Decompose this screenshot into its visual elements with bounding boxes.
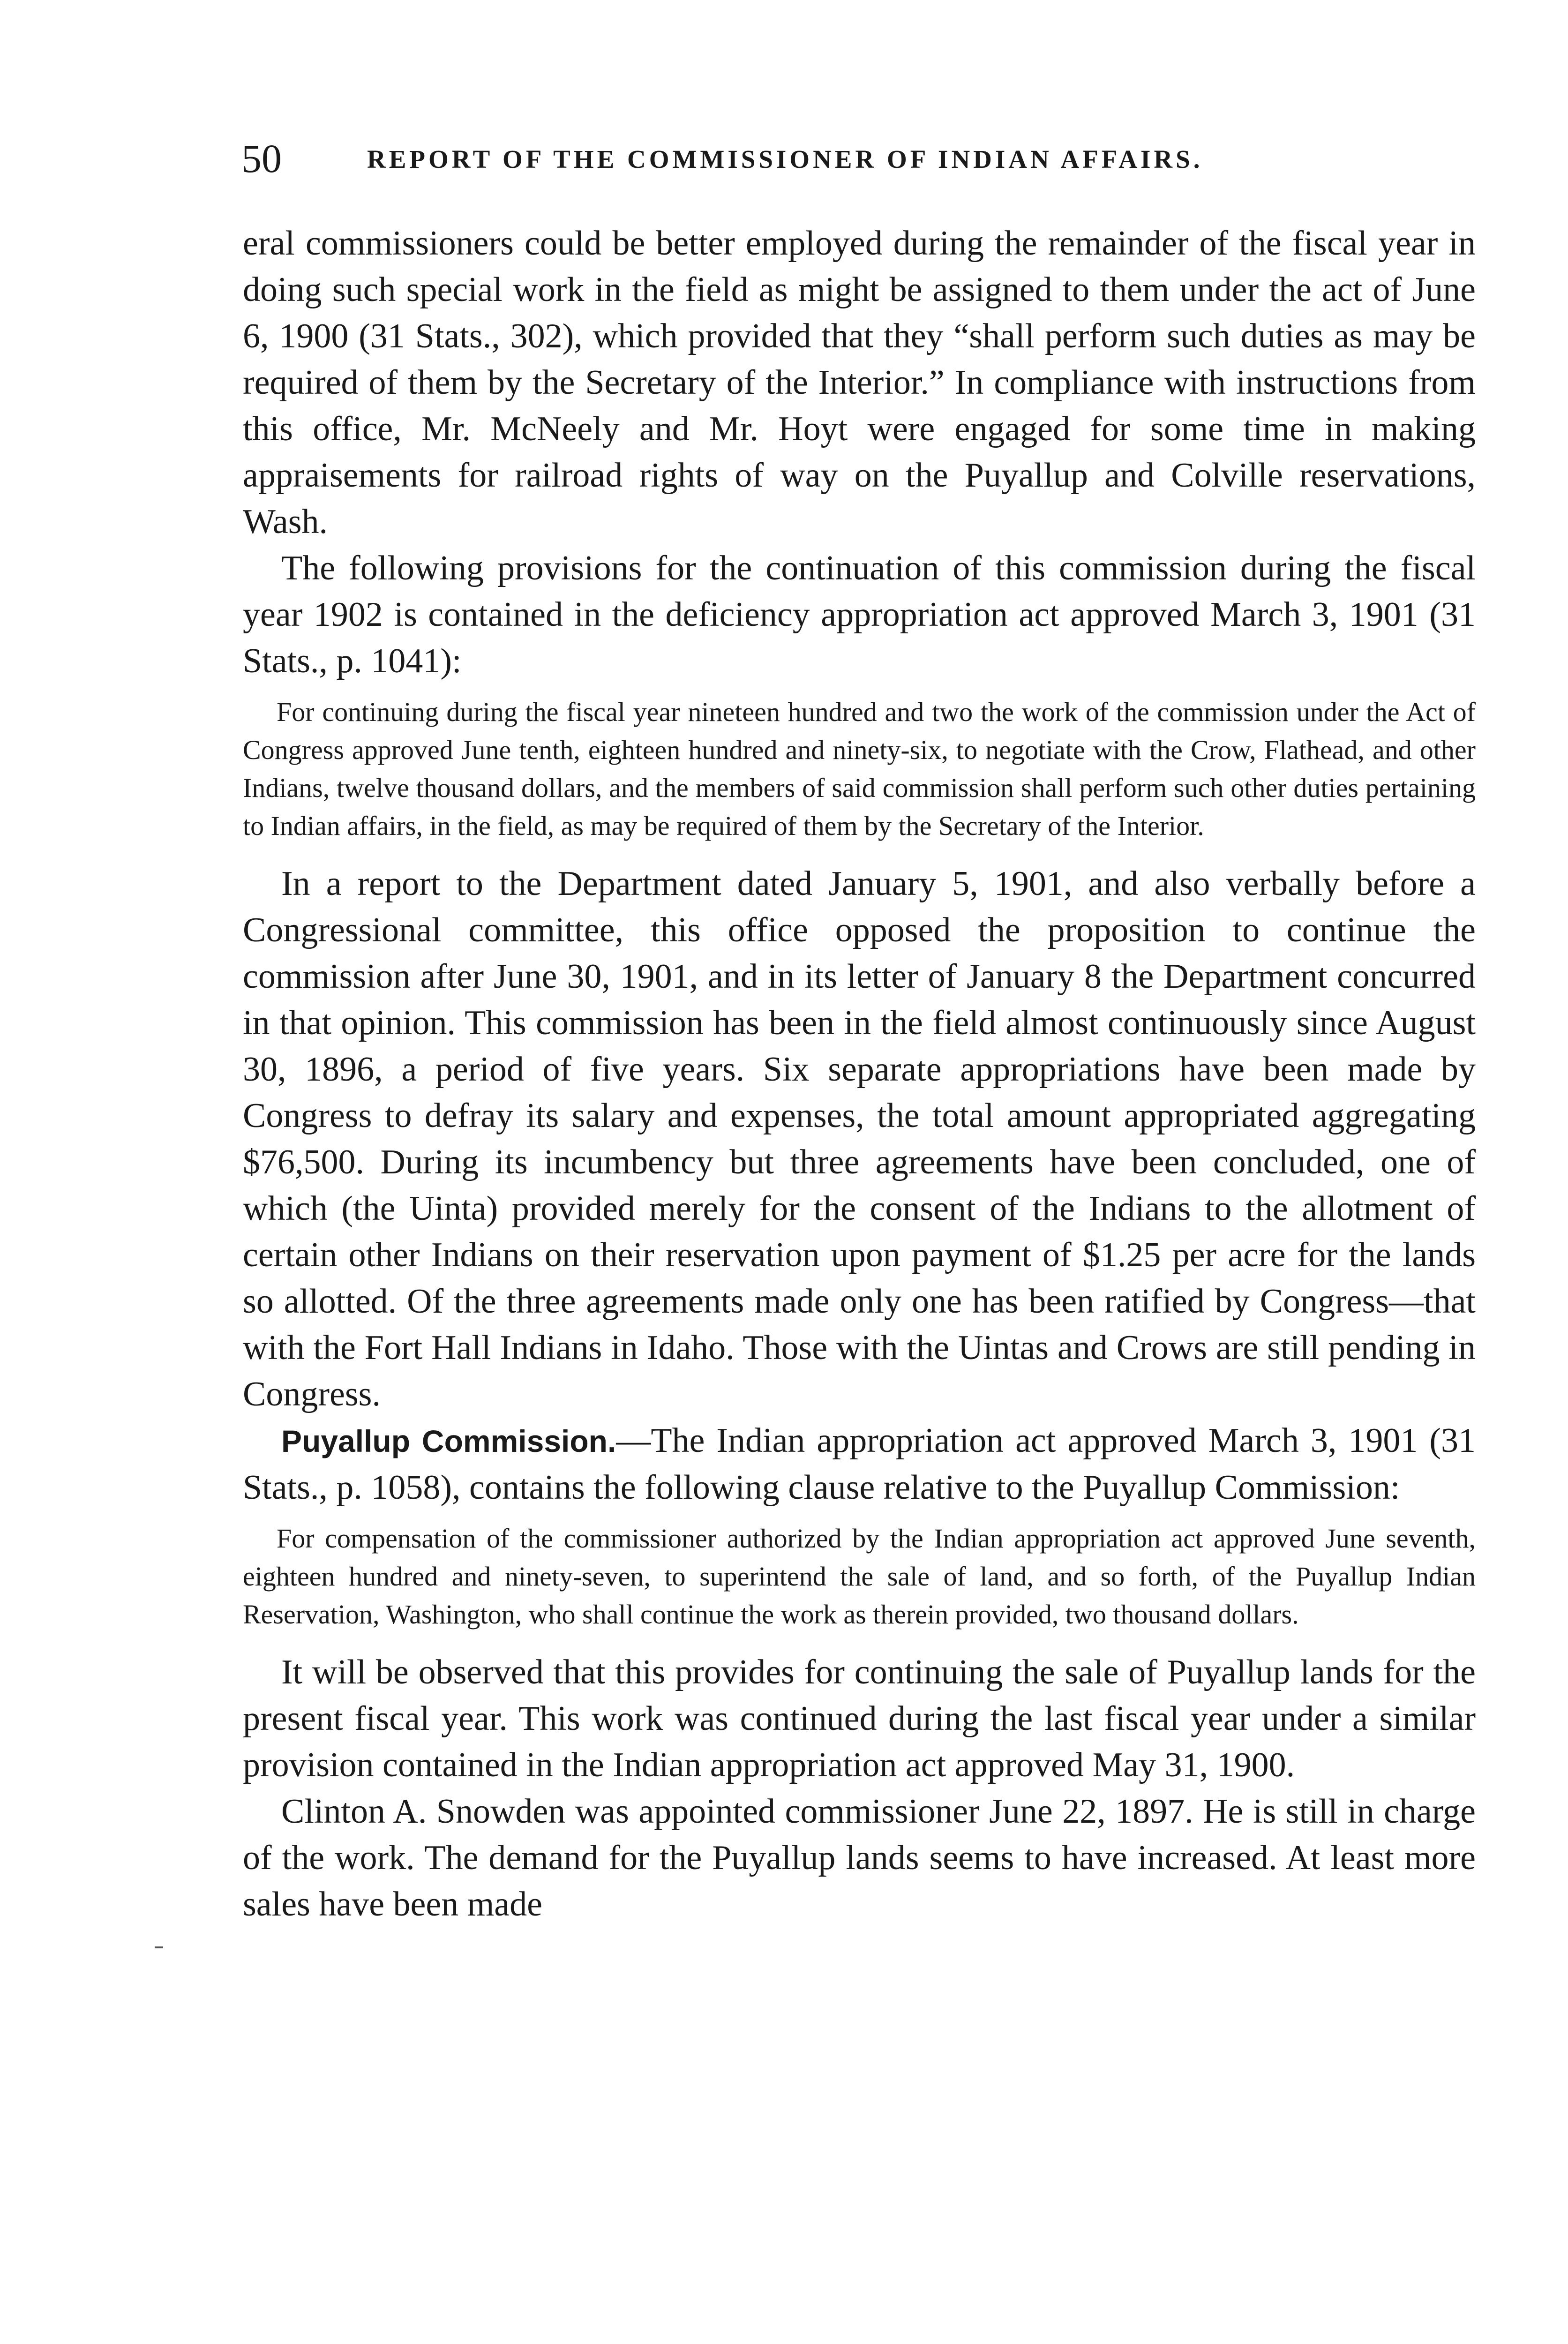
paragraph-puyallup-commission (243, 1418, 1476, 1511)
paragraph-department-report: In a report to the Department dated January 5, 1901, and also verbally before a Congressional committee, this office opposed the proposition to continue the commission after June 30, 1901, and in its letter of January 8 the Department concurred in that opinion. This commission has been in the field almost continuously since August 30, 1896, a period of five years. Six separate appropriations have been made by Congress to defray its salary and expenses, the total amount appropriated aggregating $76,500. During its incumbency but three agreements have been concluded, one of which (the Uinta) provided merely for the consent of the Indians to the allotment of certain other Indians on their reservation upon payment of $1.25 per acre for the lands so allotted. Of the three agreements made only one has been ratified by Congress—that with the Fort Hall Indians in Idaho. Those with the Uintas and Crows are still pending in Congress. (243, 864, 1476, 1413)
paragraph-continued: eral commissioners could be better employed during the remainder of the fiscal year in doing such special work in the field as might be assigned to them under the act of June 6, 1900 (31 Stats., 302), which provided that they “shall perform such duties as may be required of them by the Secretary of the Interior.” In compliance with instructions from this office, Mr. McNeely and Mr. Hoyt were engaged for some time in making appraisements for railroad rights of way on the Puyallup and Colville reservations, Wash. (243, 224, 1476, 541)
paragraph-observed: It will be observed that this provides for continuing the sale of Puyallup lands for the present fiscal year. This work was continued during the last fiscal year under a similar provision contained in the Indian appropriation act approved May 31, 1900. (243, 1653, 1476, 1784)
paragraph-puyallup-text: —The Indian appropriation act approved March 3, 1901 (31 Stats., p. 1058), contains the following clause relative to the Puyallup Commission: (243, 1421, 1476, 1507)
paragraph-provisions: The following provisions for the continuation of this commission during the fiscal year 1902 is contained in the deficiency appropriation act approved March 3, 1901 (31 Stats., p. 1041): (243, 549, 1476, 680)
running-head: REPORT OF THE COMMISSIONER OF INDIAN AFFAIRS. (367, 145, 1203, 173)
quoted-provision-crow-commission: For continuing during the fiscal year nineteen hundred and two the work of the commission under the Act of Congress approved June tenth, eighteen hundred and ninety-six, to negotiate with the Crow, Flathead, and other Indians, twelve thousand dollars, and the members of said commission shall perform such other duties pertaining to Indian affairs, in the field, as may be required of them by the Secretary of the Interior. (243, 697, 1476, 841)
section-heading-puyallup: Puyallup Commission. (281, 1424, 616, 1458)
paragraph-snowden: Clinton A. Snowden was appointed commissioner June 22, 1897. He is still in charge of the work. The demand for the Puyallup lands seems to have increased. At least more sales have been made (243, 1792, 1476, 1923)
margin-mark (155, 1946, 163, 1948)
quoted-provision-puyallup: For compensation of the commissioner authorized by the Indian appropriation act approved June seventh, eighteen hundred and ninety-seven, to superintend the sale of land, and so forth, of the Puyallup Indian Reservation, Washington, who shall continue the work as therein provided, two thousand dollars. (243, 1523, 1476, 1630)
page-header (241, 135, 1470, 187)
page-body (243, 220, 1476, 1928)
page-number: 50 (241, 136, 282, 181)
